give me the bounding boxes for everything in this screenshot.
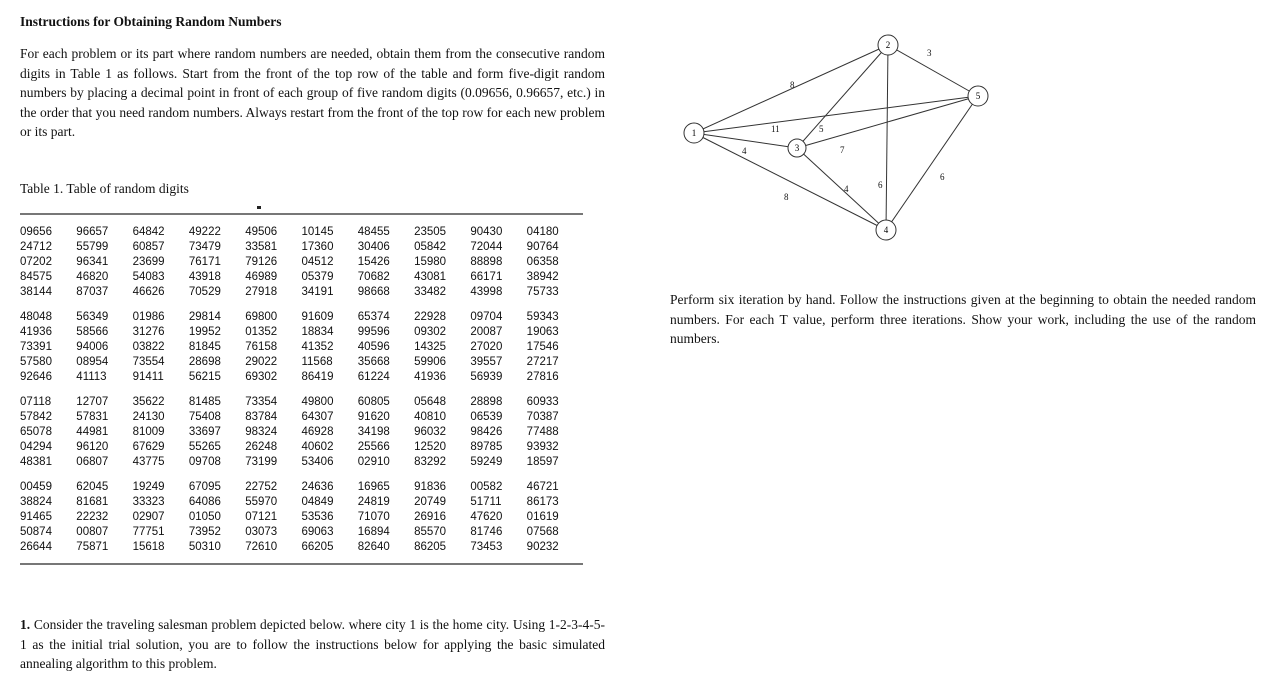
table-cell: 72044 <box>470 241 503 253</box>
table-cell: 57842 <box>20 411 52 423</box>
node-2 <box>878 35 898 55</box>
edge-1-5 <box>694 96 978 133</box>
table-cell: 59343 <box>526 311 559 323</box>
table-cell: 31276 <box>132 326 165 338</box>
table-cell: 04849 <box>301 496 334 508</box>
edge-label-4-5: 6 <box>940 172 945 182</box>
table-cell: 00582 <box>470 481 503 493</box>
table-cell: 65078 <box>20 426 52 438</box>
table-caption: Table 1. Table of random digits <box>20 181 189 196</box>
svg-text:4: 4 <box>883 225 889 235</box>
table-cell: 35622 <box>132 396 165 408</box>
table-cell: 07202 <box>20 256 52 268</box>
table-cell: 41352 <box>301 341 334 353</box>
table-cell: 05648 <box>414 396 447 408</box>
table-cell: 40810 <box>414 411 447 423</box>
table-cell: 93932 <box>526 441 559 453</box>
table-cell: 65374 <box>357 311 390 323</box>
edge-2-5 <box>888 45 978 96</box>
table-cell: 04180 <box>526 226 559 238</box>
table-cell: 87037 <box>76 286 109 298</box>
node-1 <box>684 123 704 143</box>
edge-2-3 <box>797 45 888 148</box>
table-cell: 89785 <box>470 441 503 453</box>
table-cell: 07118 <box>20 396 52 408</box>
table-cell: 96341 <box>76 256 109 268</box>
table-cell: 48048 <box>20 311 52 323</box>
table-cell: 07568 <box>526 526 559 538</box>
graph-nodes <box>684 35 988 240</box>
table-cell: 57580 <box>20 356 52 368</box>
table-cell: 33581 <box>245 241 278 253</box>
table-cell: 94006 <box>76 341 109 353</box>
table-block <box>20 395 583 470</box>
table-cell: 83784 <box>245 411 278 423</box>
table-cell: 40596 <box>357 341 390 353</box>
table-cell: 73354 <box>245 396 278 408</box>
table-bottom-rule <box>20 563 583 565</box>
table-row <box>20 455 583 470</box>
svg-text:3: 3 <box>794 143 800 153</box>
table-cell: 69800 <box>245 311 278 323</box>
svg-text:1: 1 <box>691 128 697 138</box>
table-cell: 03822 <box>132 341 165 353</box>
table-cell: 88898 <box>470 256 503 268</box>
table-block <box>20 225 583 300</box>
table-cell: 90430 <box>470 226 503 238</box>
table-cell: 81845 <box>188 341 221 353</box>
table-row <box>20 270 583 285</box>
edge-label-3-5: 7 <box>840 145 845 155</box>
node-4 <box>876 220 896 240</box>
problem-text: Consider the traveling salesman problem depicted below. where city 1 is the home city. Using 1-2-3-4-5-1 as the initial trial solution, you are to follow the instructions below for applying the basic simulated annealing algorithm to this problem. <box>20 617 606 671</box>
table-cell: 79126 <box>245 256 278 268</box>
table-cell: 19249 <box>132 481 165 493</box>
table-cell: 15618 <box>132 541 165 553</box>
table-row <box>20 495 583 510</box>
table-cell: 49506 <box>245 226 278 238</box>
table-cell: 72610 <box>245 541 278 553</box>
table-cell: 04294 <box>20 441 52 453</box>
table-cell: 56215 <box>188 371 221 383</box>
table-cell: 24819 <box>357 496 390 508</box>
table-cell: 17546 <box>526 341 559 353</box>
table-cell: 48381 <box>20 456 52 468</box>
table-cell: 64842 <box>132 226 165 238</box>
table-row <box>20 395 583 410</box>
edge-label-2-4: 6 <box>878 180 883 190</box>
table-cell: 01050 <box>188 511 221 523</box>
table-cell: 24712 <box>20 241 52 253</box>
table-cell: 73453 <box>470 541 503 553</box>
table-cell: 29814 <box>188 311 221 323</box>
table-cell: 59249 <box>470 456 503 468</box>
table-cell: 08954 <box>76 356 109 368</box>
table-cell: 81485 <box>188 396 221 408</box>
table-cell: 01352 <box>245 326 278 338</box>
table-cell: 43998 <box>470 286 503 298</box>
table-cell: 47620 <box>470 511 503 523</box>
table-cell: 99596 <box>357 326 390 338</box>
table-cell: 33482 <box>414 286 447 298</box>
table-cell: 49222 <box>188 226 221 238</box>
table-cell: 96032 <box>414 426 447 438</box>
table-cell: 18597 <box>526 456 559 468</box>
table-cell: 33323 <box>132 496 165 508</box>
table-block <box>20 480 583 555</box>
table-cell: 98668 <box>357 286 390 298</box>
table-block <box>20 310 583 385</box>
table-row <box>20 425 583 440</box>
table-cell: 06539 <box>470 411 503 423</box>
table-cell: 64307 <box>301 411 334 423</box>
table-cell: 04512 <box>301 256 334 268</box>
table-cell: 71070 <box>357 511 390 523</box>
table-cell: 64086 <box>188 496 221 508</box>
table-cell: 23505 <box>414 226 447 238</box>
table-cell: 19952 <box>188 326 221 338</box>
table-row <box>20 240 583 255</box>
table-cell: 98426 <box>470 426 503 438</box>
table-row <box>20 340 583 355</box>
table-cell: 34191 <box>301 286 334 298</box>
table-cell: 46820 <box>76 271 109 283</box>
edge-4-5 <box>886 96 978 230</box>
table-cell: 60805 <box>357 396 390 408</box>
random-digits-table <box>20 225 583 565</box>
table-cell: 92646 <box>20 371 52 383</box>
table-cell: 50874 <box>20 526 52 538</box>
table-cell: 26916 <box>414 511 447 523</box>
table-cell: 27217 <box>526 356 559 368</box>
edge-label-1-2: 8 <box>790 80 795 90</box>
table-cell: 67095 <box>188 481 221 493</box>
table-row <box>20 225 583 240</box>
table-cell: 16894 <box>357 526 390 538</box>
table-row <box>20 285 583 300</box>
table-cell: 01986 <box>132 311 165 323</box>
table-cell: 56349 <box>76 311 109 323</box>
table-cell: 46721 <box>526 481 559 493</box>
table-cell: 90232 <box>526 541 559 553</box>
instructions-paragraph: For each problem or its part where random numbers are needed, obtain them from the consecutive random digits in Table 1 as follows. Start from the front of the top row of the table and form five-digit random numbers by placing a decimal point in front of each group of five random digits (0.09656, 0.96657, etc.) in the order that you need random numbers. Always restart from the front of the top row for each new problem or its part. <box>20 46 605 139</box>
table-cell: 58566 <box>76 326 109 338</box>
table-cell: 00807 <box>76 526 109 538</box>
table-cell: 09302 <box>414 326 447 338</box>
table-cell: 33697 <box>188 426 221 438</box>
table-cell: 38824 <box>20 496 52 508</box>
table-cell: 85570 <box>414 526 447 538</box>
table-cell: 26248 <box>245 441 278 453</box>
table-cell: 46626 <box>132 286 165 298</box>
table-cell: 44981 <box>76 426 109 438</box>
svg-text:2: 2 <box>885 40 891 50</box>
table-cell: 91465 <box>20 511 52 523</box>
table-cell: 28698 <box>188 356 221 368</box>
table-cell: 40602 <box>301 441 334 453</box>
table-cell: 29022 <box>245 356 278 368</box>
table-cell: 38942 <box>526 271 559 283</box>
table-cell: 77488 <box>526 426 559 438</box>
edge-2-4 <box>886 45 888 230</box>
table-cell: 02910 <box>357 456 390 468</box>
instructions-heading: Instructions for Obtaining Random Numbers <box>20 14 282 29</box>
table-cell: 77751 <box>132 526 165 538</box>
problem-number: 1. <box>20 617 31 632</box>
node-3 <box>788 139 806 157</box>
table-cell: 27020 <box>470 341 503 353</box>
table-cell: 11568 <box>301 356 333 368</box>
table-cell: 22232 <box>76 511 109 523</box>
table-cell: 22752 <box>245 481 278 493</box>
table-cell: 60857 <box>132 241 165 253</box>
table-cell: 26644 <box>20 541 52 553</box>
table-cell: 70682 <box>357 271 390 283</box>
table-cell: 91620 <box>357 411 390 423</box>
table-cell: 61224 <box>357 371 390 383</box>
table-cell: 18834 <box>301 326 334 338</box>
table-cell: 98324 <box>245 426 278 438</box>
table-cell: 56939 <box>470 371 503 383</box>
table-cell: 22928 <box>414 311 447 323</box>
table-cell: 81746 <box>470 526 503 538</box>
table-cell: 82640 <box>357 541 390 553</box>
table-cell: 55265 <box>188 441 221 453</box>
table-cell: 76158 <box>245 341 278 353</box>
table-cell: 86205 <box>414 541 447 553</box>
table-cell: 24130 <box>132 411 165 423</box>
table-cell: 20749 <box>414 496 447 508</box>
table-cell: 43918 <box>188 271 221 283</box>
table-cell: 66205 <box>301 541 334 553</box>
table-cell: 38144 <box>20 286 52 298</box>
table-top-rule <box>20 213 583 215</box>
table-cell: 75871 <box>76 541 109 553</box>
edge-label-3-4: 4 <box>844 184 849 194</box>
table-cell: 17360 <box>301 241 334 253</box>
table-cell: 73479 <box>188 241 221 253</box>
table-cell: 34198 <box>357 426 390 438</box>
table-cell: 57831 <box>76 411 109 423</box>
table-cell: 90764 <box>526 241 559 253</box>
table-cell: 81009 <box>132 426 165 438</box>
table-cell: 69063 <box>301 526 334 538</box>
table-cell: 91836 <box>414 481 447 493</box>
table-cell: 15426 <box>357 256 390 268</box>
table-cell: 73952 <box>188 526 221 538</box>
table-cell: 43775 <box>132 456 165 468</box>
table-cell: 27918 <box>245 286 278 298</box>
table-cell: 06807 <box>76 456 109 468</box>
table-cell: 09704 <box>470 311 503 323</box>
table-cell: 66171 <box>470 271 503 283</box>
table-cell: 69302 <box>245 371 278 383</box>
table-cell: 91609 <box>301 311 334 323</box>
table-cell: 28898 <box>470 396 503 408</box>
table-cell: 39557 <box>470 356 503 368</box>
table-cell: 20087 <box>470 326 503 338</box>
table-row <box>20 325 583 340</box>
table-row <box>20 510 583 525</box>
node-5 <box>968 86 988 106</box>
table-cell: 53406 <box>301 456 334 468</box>
table-cell: 41936 <box>20 326 52 338</box>
table-cell: 84575 <box>20 271 52 283</box>
table-cell: 51711 <box>470 496 502 508</box>
table-cell: 27816 <box>526 371 559 383</box>
table-cell: 30406 <box>357 241 390 253</box>
table-row <box>20 355 583 370</box>
svg-text:5: 5 <box>975 91 981 101</box>
table-cell: 53536 <box>301 511 334 523</box>
table-cell: 62045 <box>76 481 109 493</box>
table-cell: 81681 <box>76 496 109 508</box>
table-cell: 19063 <box>526 326 559 338</box>
table-cell: 03073 <box>245 526 278 538</box>
table-cell: 02907 <box>132 511 165 523</box>
table-row <box>20 440 583 455</box>
edge-label-1-3: 4 <box>742 146 747 156</box>
table-cell: 46989 <box>245 271 278 283</box>
table-cell: 35668 <box>357 356 390 368</box>
table-cell: 76171 <box>188 256 221 268</box>
table-cell: 70387 <box>526 411 559 423</box>
table-cell: 09708 <box>188 456 221 468</box>
table-cell: 41113 <box>76 371 107 383</box>
table-cell: 16965 <box>357 481 390 493</box>
table-cell: 10145 <box>301 226 334 238</box>
table-cell: 49800 <box>301 396 334 408</box>
table-cell: 12707 <box>76 396 109 408</box>
table-cell: 83292 <box>414 456 447 468</box>
table-cell: 55970 <box>245 496 278 508</box>
problem-statement <box>20 615 605 674</box>
table-cell: 05842 <box>414 241 447 253</box>
table-cell: 25566 <box>357 441 390 453</box>
table-cell: 24636 <box>301 481 334 493</box>
table-cell: 48455 <box>357 226 390 238</box>
table-row <box>20 255 583 270</box>
table-cell: 05379 <box>301 271 334 283</box>
table-cell: 50310 <box>188 541 221 553</box>
table-cell: 01619 <box>526 511 559 523</box>
graph-edges <box>691 45 978 230</box>
table-row <box>20 310 583 325</box>
table-cell: 43081 <box>414 271 447 283</box>
table-cell: 41936 <box>414 371 447 383</box>
table-cell: 07121 <box>245 511 278 523</box>
table-cell: 75408 <box>188 411 221 423</box>
edge-label-1-4: 8 <box>784 192 789 202</box>
table-cell: 86173 <box>526 496 559 508</box>
table-cell: 59906 <box>414 356 447 368</box>
table-cell: 67629 <box>132 441 165 453</box>
table-cell: 70529 <box>188 286 221 298</box>
table-cell: 00459 <box>20 481 52 493</box>
table-cell: 14325 <box>414 341 447 353</box>
table-row <box>20 480 583 495</box>
table-cell: 09656 <box>20 226 52 238</box>
edge-label-2-3: 5 <box>819 124 824 134</box>
table-cell: 54083 <box>132 271 165 283</box>
table-cell: 73199 <box>245 456 278 468</box>
graph-edge-labels <box>742 48 945 202</box>
table-cell: 91411 <box>132 371 164 383</box>
table-cell: 86419 <box>301 371 334 383</box>
tsp-network-diagram <box>670 28 990 248</box>
table-cell: 96120 <box>76 441 109 453</box>
table-cell: 23699 <box>132 256 165 268</box>
edge-label-2-5: 3 <box>927 48 932 58</box>
edge-label-1-5: 11 <box>771 124 780 134</box>
table-cell: 73554 <box>132 356 165 368</box>
iteration-instructions: Perform six iteration by hand. Follow the instructions given at the beginning to obtain the needed random numbers. For each T value, perform three iterations. Show your work, including the use of the random numbers. <box>670 292 1256 346</box>
table-cell: 12520 <box>414 441 447 453</box>
table-cell: 15980 <box>414 256 447 268</box>
table-cell: 60933 <box>526 396 559 408</box>
table-tick-mark <box>257 206 261 209</box>
table-cell: 96657 <box>76 226 109 238</box>
table-row <box>20 540 583 555</box>
edge-3-4 <box>797 148 886 230</box>
table-row <box>20 410 583 425</box>
table-cell: 06358 <box>526 256 559 268</box>
table-cell: 46928 <box>301 426 334 438</box>
table-row <box>20 370 583 385</box>
table-cell: 55799 <box>76 241 109 253</box>
table-cell: 75733 <box>526 286 559 298</box>
table-cell: 73391 <box>20 341 52 353</box>
table-row <box>20 525 583 540</box>
